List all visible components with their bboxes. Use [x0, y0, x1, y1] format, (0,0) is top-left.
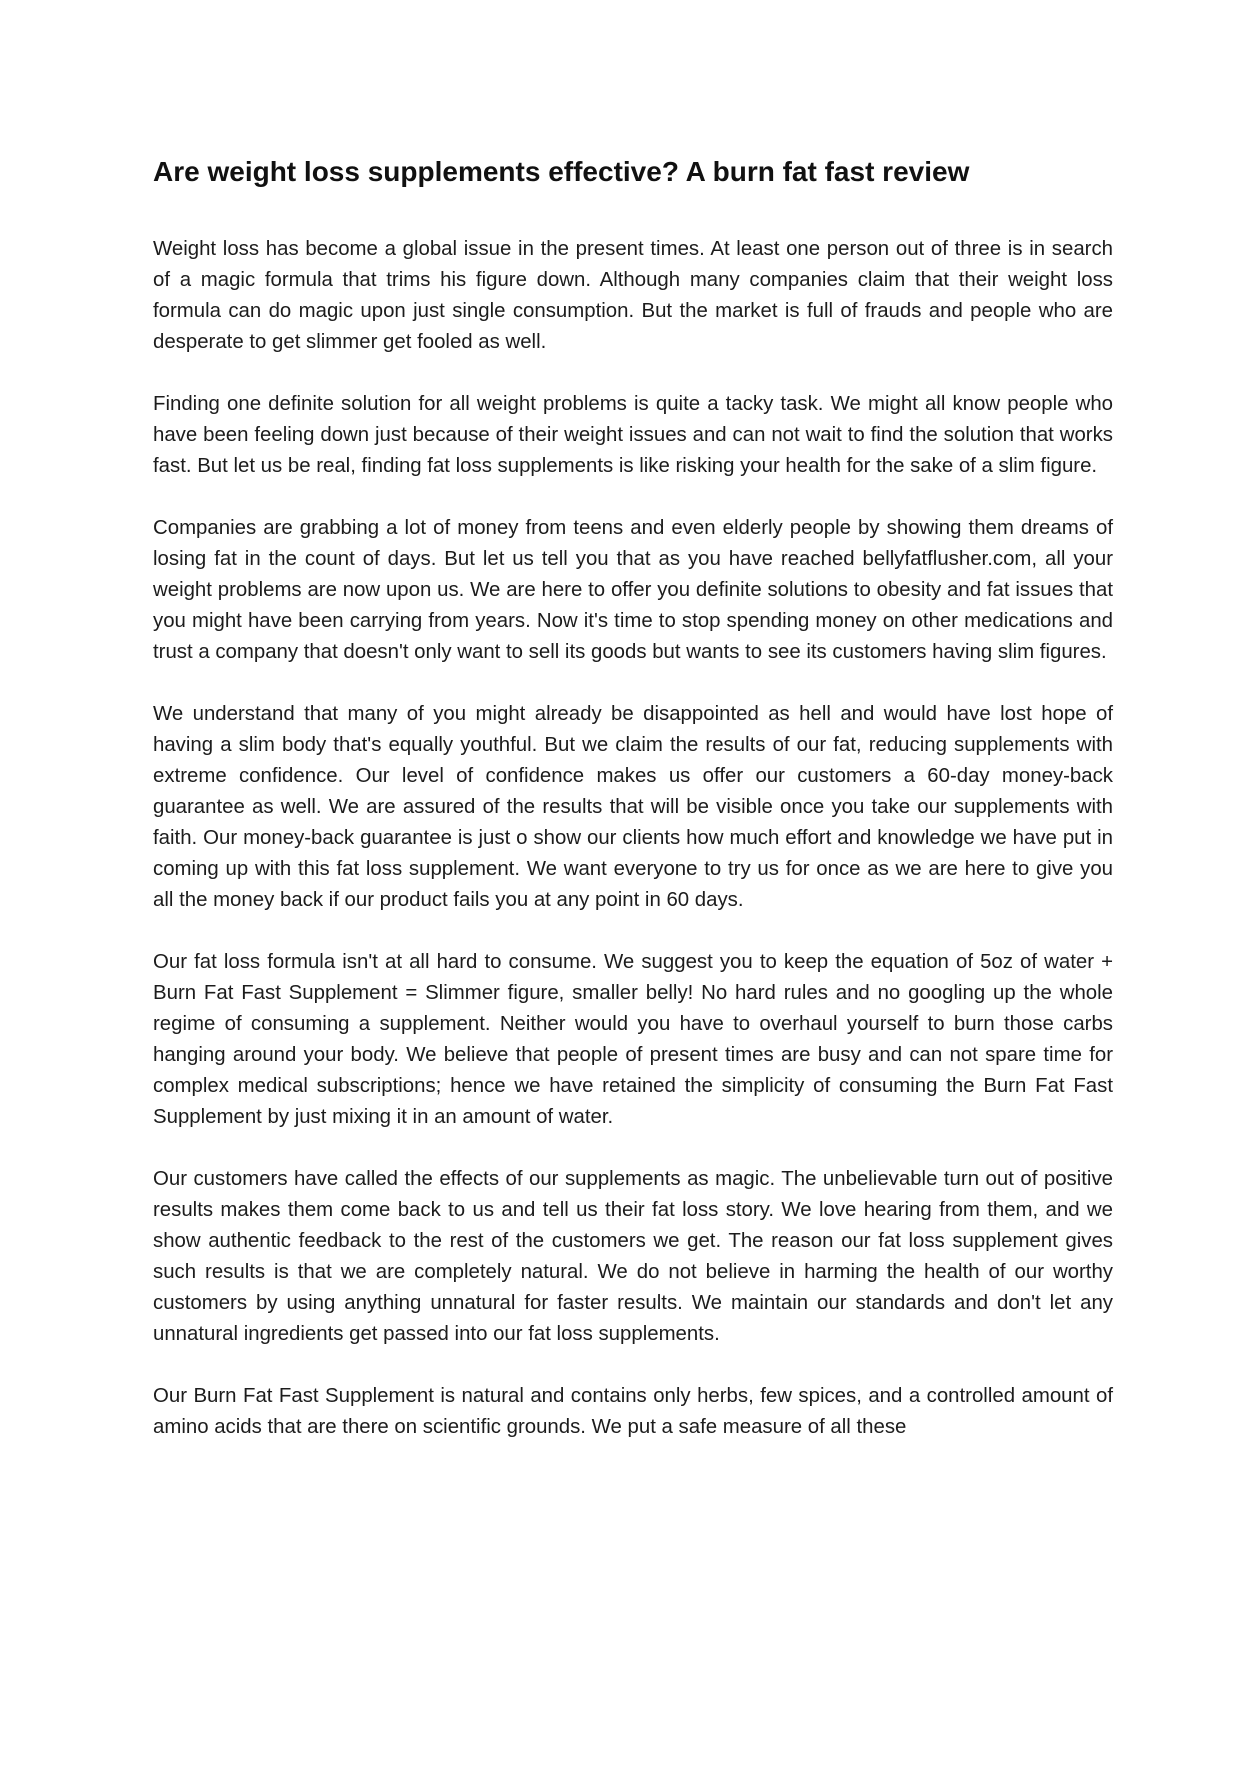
document-title: Are weight loss supplements effective? A burn fat fast review	[153, 156, 970, 187]
paragraph: Weight loss has become a global issue in the present times. At least one person out of three is in search of a magic formula that trims his figure down. Although many companies claim that their weight loss formula can do magic upon just single consumption. But the market is full of frauds and people who are desperate to get slimmer get fooled as well.	[153, 238, 1113, 353]
paragraph: We understand that many of you might already be disappointed as hell and would have lost hope of having a slim body that's equally youthful. But we claim the results of our fat, reducing supplements with extreme confidence. Our level of confidence makes us offer our customers a 60-day money-back guarantee as well. We are assured of the results that will be visible once you take our supplements with faith. Our money-back guarantee is just o show our clients how much effort and knowledge we have put in coming up with this fat loss supplement. We want everyone to try us for once as we are here to give you all the money back if our product fails you at any point in 60 days.	[153, 703, 1113, 911]
document-body	[153, 154, 1113, 1474]
paragraph: Companies are grabbing a lot of money from teens and even elderly people by showing them dreams of losing fat in the count of days. But let us tell you that as you have reached bellyfatflusher.com, all your weight problems are now upon us. We are here to offer you definite solutions to obesity and fat issues that you might have been carrying from years. Now it's time to stop spending money on other medications and trust a company that doesn't only want to sell its goods but wants to see its customers having slim figures.	[153, 517, 1113, 663]
paragraph: Our fat loss formula isn't at all hard to consume. We suggest you to keep the equation of 5oz of water + Burn Fat Fast Supplement = Slimmer figure, smaller belly! No hard rules and no googling up the whole regime of consuming a supplement. Neither would you have to overhaul yourself to burn those carbs hanging around your body. We believe that people of present times are busy and can not spare time for complex medical subscriptions; hence we have retained the simplicity of consuming the Burn Fat Fast Supplement by just mixing it in an amount of water.	[153, 951, 1113, 1128]
paragraph: Finding one definite solution for all weight problems is quite a tacky task. We might all know people who have been feeling down just because of their weight issues and can not wait to find the solution that works fast. But let us be real, finding fat loss supplements is like risking your health for the sake of a slim figure.	[153, 393, 1113, 477]
paragraph: Our customers have called the effects of our supplements as magic. The unbelievable turn out of positive results makes them come back to us and tell us their fat loss story. We love hearing from them, and we show authentic feedback to the rest of the customers we get. The reason our fat loss supplement gives such results is that we are completely natural. We do not believe in harming the health of our worthy customers by using anything unnatural for faster results. We maintain our standards and don't let any unnatural ingredients get passed into our fat loss supplements.	[153, 1168, 1113, 1345]
paragraph: Our Burn Fat Fast Supplement is natural and contains only herbs, few spices, and a controlled amount of amino acids that are there on scientific grounds. We put a safe measure of all these	[153, 1385, 1113, 1438]
